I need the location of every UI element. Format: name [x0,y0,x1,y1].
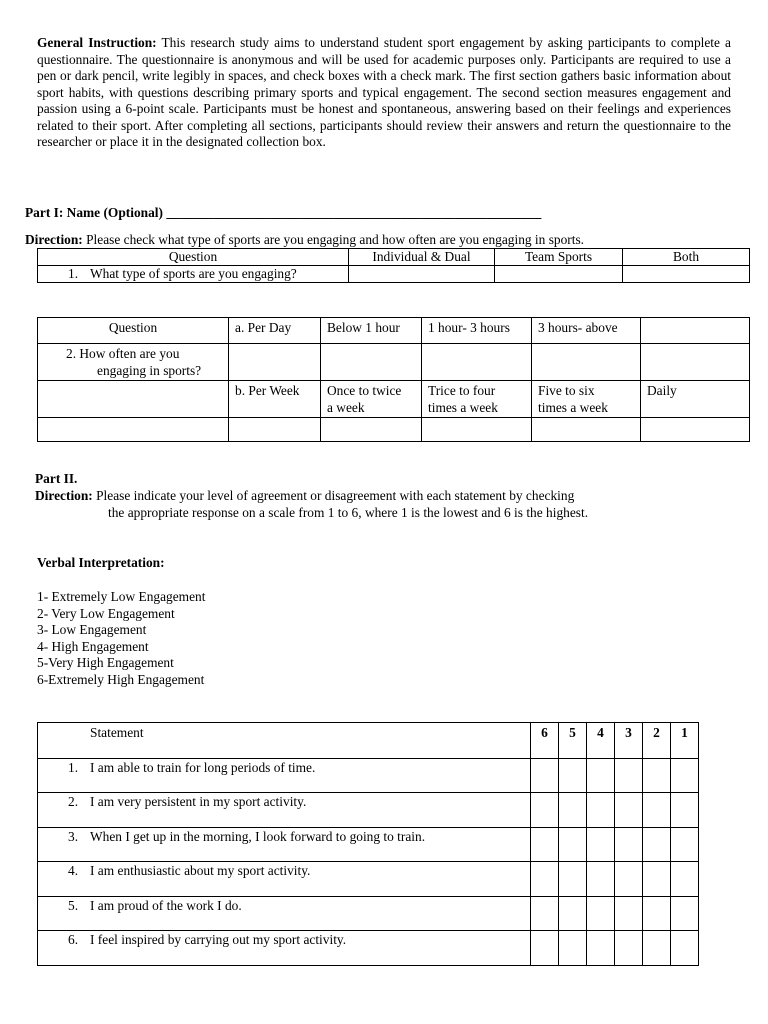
part1-direction-label: Direction: [25,232,83,247]
checkbox-cell[interactable] [321,418,422,442]
engagement-scale-table [37,722,699,966]
per-day-label: a. Per Day [229,318,321,344]
rating-cell[interactable] [643,793,671,828]
checkbox-cell[interactable] [532,418,641,442]
column-header: Both [623,249,750,266]
rating-cell[interactable] [531,896,559,931]
table-row [38,418,750,442]
rating-cell[interactable] [671,793,699,828]
statement-text: I am very persistent in my sport activity. [90,794,307,809]
rating-cell[interactable] [643,827,671,862]
part2-title: Part II. [35,471,78,486]
rating-cell[interactable] [671,827,699,862]
rating-cell[interactable] [615,827,643,862]
checkbox-cell[interactable] [641,344,750,381]
checkbox-cell[interactable] [422,418,532,442]
statement-number: 2. [68,794,79,809]
table-row [38,931,699,966]
statement-text: When I get up in the morning, I look forward to going to train. [90,828,426,844]
general-instruction-text: This research study aims to understand student sport engagement by asking participants to complete a questionnaire. The questionnaire is anonymous and will be used for academic purposes only. Participants are required to use a pen or dark pencil, write legibly in spaces, and check boxes with a check mark. The first section gathers basic information about sport habits, with questions describing primary sports and typical engagement. The second section measures engagement and passion using a 6-point scale. Participants must be honest and spontaneous, answering based on their feelings and experiences related to their sport. After completing all sections, participants should review their answers and return the questionnaire to the researcher or place it in the designated collection box. [37,35,731,149]
question-text: What type of sports are you engaging? [90,266,297,281]
rating-cell[interactable] [587,758,615,793]
statement-number: 6. [68,932,79,947]
per-week-option [641,381,750,418]
option-line: Daily [647,383,677,398]
rating-cell[interactable] [671,931,699,966]
scale-header: 3 [615,723,643,759]
checkbox-cell[interactable] [641,418,750,442]
scale-header: 6 [531,723,559,759]
rating-cell[interactable] [559,758,587,793]
list-item: 6-Extremely High Engagement [37,671,205,687]
frequency-table [37,317,750,442]
per-week-option [422,381,532,418]
list-item: 2- Very Low Engagement [37,605,175,621]
list-item: 1- Extremely Low Engagement [37,589,206,604]
statement-cell [38,931,531,966]
part2-direction-label: Direction: [35,488,93,503]
question-cell [38,344,229,381]
statement-cell [38,758,531,793]
scale-header: 5 [559,723,587,759]
rating-cell[interactable] [643,931,671,966]
per-day-option: 1 hour- 3 hours [422,318,532,344]
table-row [38,896,699,931]
part2-direction-text: the appropriate response on a scale from 1 to 6, where 1 is the lowest and 6 is the highest. [108,504,589,520]
table-row [38,758,699,793]
statement-text: I am proud of the work I do. [90,897,242,913]
table-header-row [38,723,699,759]
rating-cell[interactable] [559,827,587,862]
option-line: Once to twice [327,383,402,398]
option-line: times a week [538,400,608,415]
column-header: Team Sports [495,249,623,266]
rating-cell[interactable] [615,931,643,966]
rating-cell[interactable] [615,896,643,931]
empty-cell [38,418,229,442]
checkbox-cell[interactable] [229,418,321,442]
statement-cell [38,896,531,931]
rating-cell[interactable] [531,793,559,828]
sport-type-table [37,248,750,283]
option-line: times a week [428,400,498,415]
rating-cell[interactable] [559,793,587,828]
question-cell [38,266,349,283]
column-header: Question [38,249,349,266]
rating-cell[interactable] [615,758,643,793]
verbal-interpretation-list [37,589,205,688]
rating-cell[interactable] [671,758,699,793]
empty-cell [641,318,750,344]
per-week-label: b. Per Week [229,381,321,418]
column-header: Statement [38,723,531,759]
statement-cell [38,827,531,862]
empty-cell [38,381,229,418]
table-row [38,827,699,862]
table-row [38,318,750,344]
rating-cell[interactable] [587,793,615,828]
column-header: Individual & Dual [349,249,495,266]
table-row [38,266,750,283]
table-row [38,793,699,828]
list-item: 3- Low Engagement [37,622,147,637]
part2-direction-text: Please indicate your level of agreement or disagreement with each statement by checking [92,488,575,503]
rating-cell[interactable] [671,896,699,931]
table-row [38,862,699,897]
rating-cell[interactable] [531,931,559,966]
statement-cell [38,793,531,828]
statement-number: 1. [68,759,79,775]
statement-cell [38,862,531,897]
per-day-option: Below 1 hour [321,318,422,344]
rating-cell[interactable] [531,758,559,793]
column-header: Question [38,318,229,344]
checkbox-cell[interactable] [532,344,641,381]
option-line: Trice to four [428,383,496,398]
option-line: a week [327,400,365,415]
per-week-option [532,381,641,418]
scale-header: 1 [671,723,699,759]
statement-text: I am able to train for long periods of time. [90,759,316,775]
table-header-row [38,249,750,266]
rating-cell[interactable] [559,862,587,897]
per-day-option: 3 hours- above [532,318,641,344]
rating-cell[interactable] [531,862,559,897]
rating-cell[interactable] [587,827,615,862]
rating-cell[interactable] [559,896,587,931]
checkbox-cell[interactable] [321,344,422,381]
table-row [38,344,750,381]
rating-cell[interactable] [643,896,671,931]
list-item: 5-Very High Engagement [37,655,174,670]
list-item: 4- High Engagement [37,638,149,654]
statement-text: I feel inspired by carrying out my sport activity. [90,932,347,947]
option-line: Five to six [538,383,595,398]
rating-cell[interactable] [587,931,615,966]
rating-cell[interactable] [643,862,671,897]
rating-cell[interactable] [671,862,699,897]
rating-cell[interactable] [643,758,671,793]
per-week-option [321,381,422,418]
rating-cell[interactable] [615,862,643,897]
checkbox-cell[interactable] [422,344,532,381]
part1-direction-text: Please check what type of sports are you engaging and how often are you engaging in sports. [82,232,585,247]
part1-name-field[interactable]: Part I: Name (Optional) ________________________________________________________ [25,205,542,220]
checkbox-cell[interactable] [229,344,321,381]
rating-cell[interactable] [531,827,559,862]
table-row [38,381,750,418]
question-line: 2. How often are you [66,346,180,361]
statement-text: I am enthusiastic about my sport activity. [90,863,311,878]
question-line: engaging in sports? [97,363,202,378]
statement-number: 4. [68,863,79,878]
scale-header: 4 [587,723,615,759]
part2-direction [35,488,675,521]
rating-cell[interactable] [615,793,643,828]
statement-number: 5. [68,897,79,913]
checkbox-cell-both[interactable] [623,266,750,283]
part1-direction [25,232,584,249]
checkbox-cell-team-sports[interactable] [495,266,623,283]
rating-cell[interactable] [587,896,615,931]
rating-cell[interactable] [587,862,615,897]
rating-cell[interactable] [559,931,587,966]
general-instruction-label: General Instruction: [37,35,157,50]
checkbox-cell-individual-dual[interactable] [349,266,495,283]
question-number: 1. [68,266,79,281]
statement-number: 3. [68,828,79,844]
scale-header: 2 [643,723,671,759]
verbal-interpretation-title: Verbal Interpretation: [37,555,165,570]
general-instruction [37,35,731,151]
